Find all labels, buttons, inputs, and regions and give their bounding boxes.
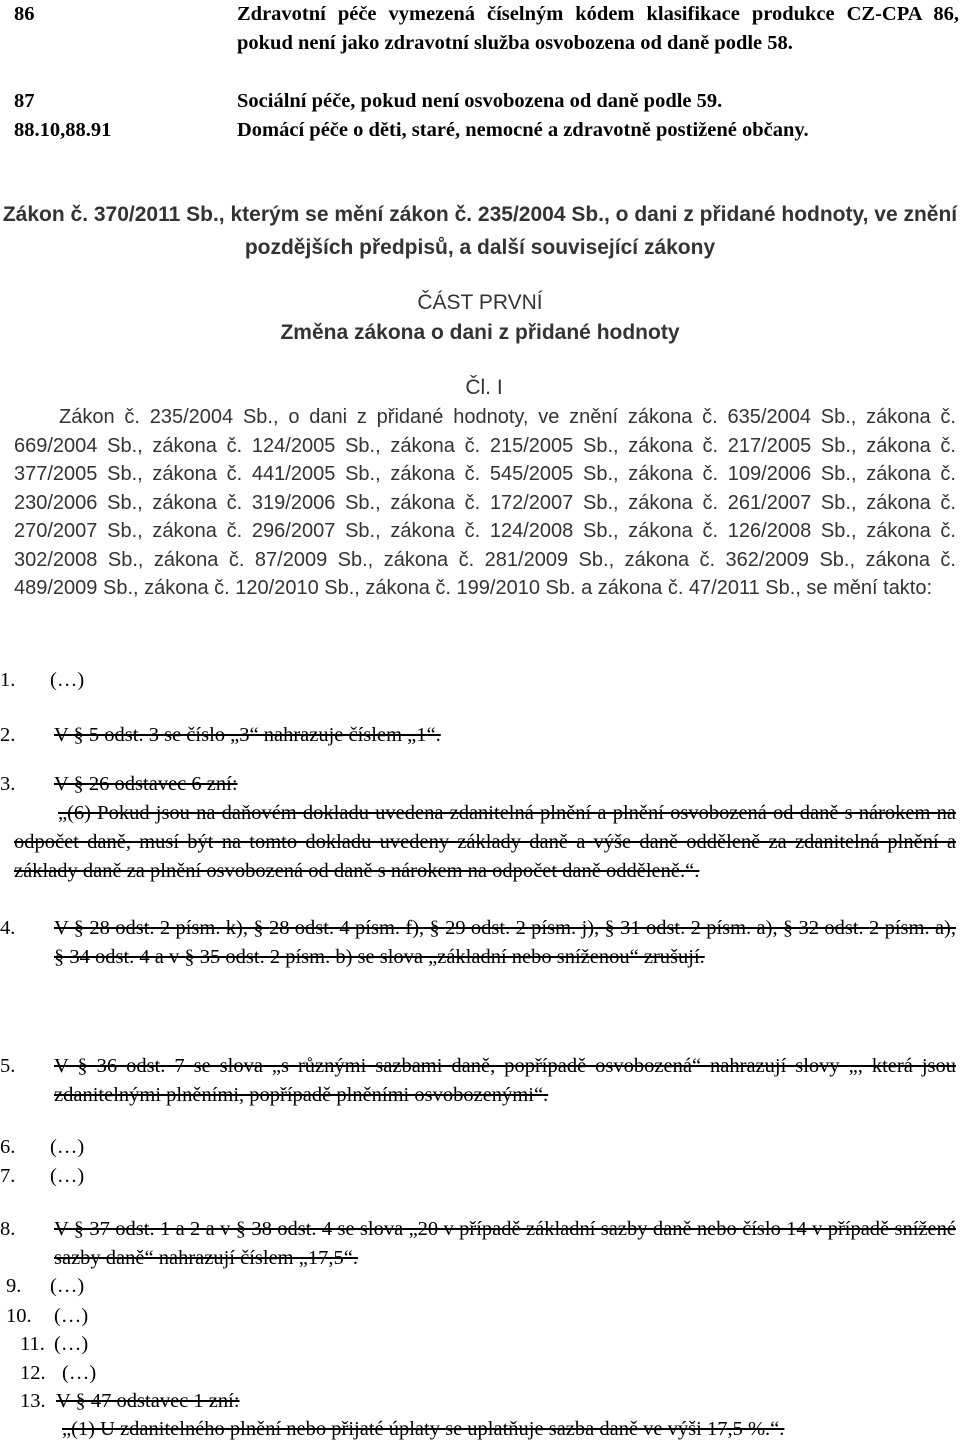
item-number: 6. — [0, 1136, 16, 1158]
item-text: (…) — [50, 669, 85, 691]
item-text: V § 26 odstavec 6 zní: — [54, 773, 238, 795]
item-text: V § 5 odst. 3 se číslo „3“ nahrazuje číslem „1“. — [54, 724, 441, 746]
item-number: 8. — [0, 1218, 16, 1240]
item-number: 1. — [0, 669, 16, 691]
item-number: 7. — [0, 1165, 16, 1187]
item-text: V § 37 odst. 1 a 2 a v § 38 odst. 4 se slova „20 v případě základní sazby daně nebo číslo 14 v případě snížené sazby daně“ nahrazují číslem „17,5“. — [54, 1218, 956, 1269]
item-number: 3. — [0, 773, 16, 795]
item-text: V § 36 odst. 7 se slova „s různými sazbami daně, popřípadě osvobozená“ nahrazují slovy „, která jsou zdanitelnými plněními, popřípadě plněními osvobozenými“. — [54, 1055, 956, 1106]
item-text: V § 28 odst. 2 písm. k), § 28 odst. 4 písm. f), § 29 odst. 2 písm. j), § 31 odst. 2 písm. a), § 32 odst. 2 písm. a), § 34 odst. 4 a v § 35 odst. 2 písm. b) se slova „základní nebo sníženou“ zrušují. — [54, 917, 956, 968]
item-number: 12. — [20, 1362, 46, 1384]
item-text: (…) — [54, 1333, 89, 1355]
item-number: 11. — [20, 1333, 45, 1355]
code-description: Zdravotní péče vymezená číselným kódem klasifikace produkce CZ-CPA 86, pokud není jako zdravotní služba osvobozena od daně podle 58. — [237, 3, 959, 54]
item-text: (…) — [50, 1136, 85, 1158]
quote-text: „(1) U zdanitelného plnění nebo přijaté úplaty se uplatňuje sazba daně ve výši 17,5 %.“. — [62, 1418, 785, 1440]
item-text: (…) — [54, 1305, 89, 1327]
code-label: 86 — [14, 3, 35, 25]
item-number: 10. — [6, 1305, 32, 1327]
item-number: 9. — [6, 1275, 22, 1297]
article-heading: Čl. I — [465, 376, 503, 399]
item-text: V § 47 odstavec 1 zní: — [56, 1390, 240, 1412]
part-heading: ČÁST PRVNÍ — [417, 291, 543, 314]
item-number: 5. — [0, 1055, 16, 1077]
quote-text: „(6) Pokud jsou na daňovém dokladu uvedena zdanitelná plnění a plnění osvobozená od daně s nárokem na odpočet daně, musí být na tomto dokladu uvedeny základy daně a výše daně odděleně za zdanitelná plnění a základy daně za plnění osvobozená od daně s nárokem na odpočet daně odděleně.“. — [14, 802, 956, 882]
item-number: 2. — [0, 724, 16, 746]
item-text: (…) — [62, 1362, 97, 1384]
law-title: Zákon č. 370/2011 Sb., kterým se mění zákon č. 235/2004 Sb., o dani z přidané hodnoty, ve znění pozdějších předpisů, a další související zákony — [2, 203, 958, 259]
item-text: (…) — [50, 1275, 85, 1297]
item-number: 4. — [0, 917, 16, 939]
item-text: (…) — [50, 1165, 85, 1187]
code-label: 87 — [14, 90, 35, 112]
item-number: 13. — [20, 1390, 46, 1412]
code-label: 88.10,88.91 — [14, 119, 112, 141]
part-subtitle: Změna zákona o dani z přidané hodnoty — [280, 321, 680, 344]
article-intro: Zákon č. 235/2004 Sb., o dani z přidané hodnoty, ve znění zákona č. 635/2004 Sb., zákona č. 669/2004 Sb., zákona č. 124/2005 Sb., zákona č. 215/2005 Sb., zákona č. 217/2005 Sb., zákona č. 377/2005 Sb., zákona č. 441/2005 Sb., zákona č. 545/2005 Sb., zákona č. 109/2006 Sb., zákona č. 230/2006 Sb., zákona č. 319/2006 Sb., zákona č. 172/2007 Sb., zákona č. 261/2007 Sb., zákona č. 270/2007 Sb., zákona č. 296/2007 Sb., zákona č. 124/2008 Sb., zákona č. 126/2008 Sb., zákona č. 302/2008 Sb., zákona č. 87/2009 Sb., zákona č. 281/2009 Sb., zákona č. 362/2009 Sb., zákona č. 489/2009 Sb., zákona č. 120/2010 Sb., zákona č. 199/2010 Sb. a zákona č. 47/2011 Sb., se mění takto: — [14, 406, 956, 599]
code-description: Domácí péče o děti, staré, nemocné a zdravotně postižené občany. — [237, 119, 809, 141]
code-description: Sociální péče, pokud není osvobozena od daně podle 59. — [237, 90, 723, 112]
